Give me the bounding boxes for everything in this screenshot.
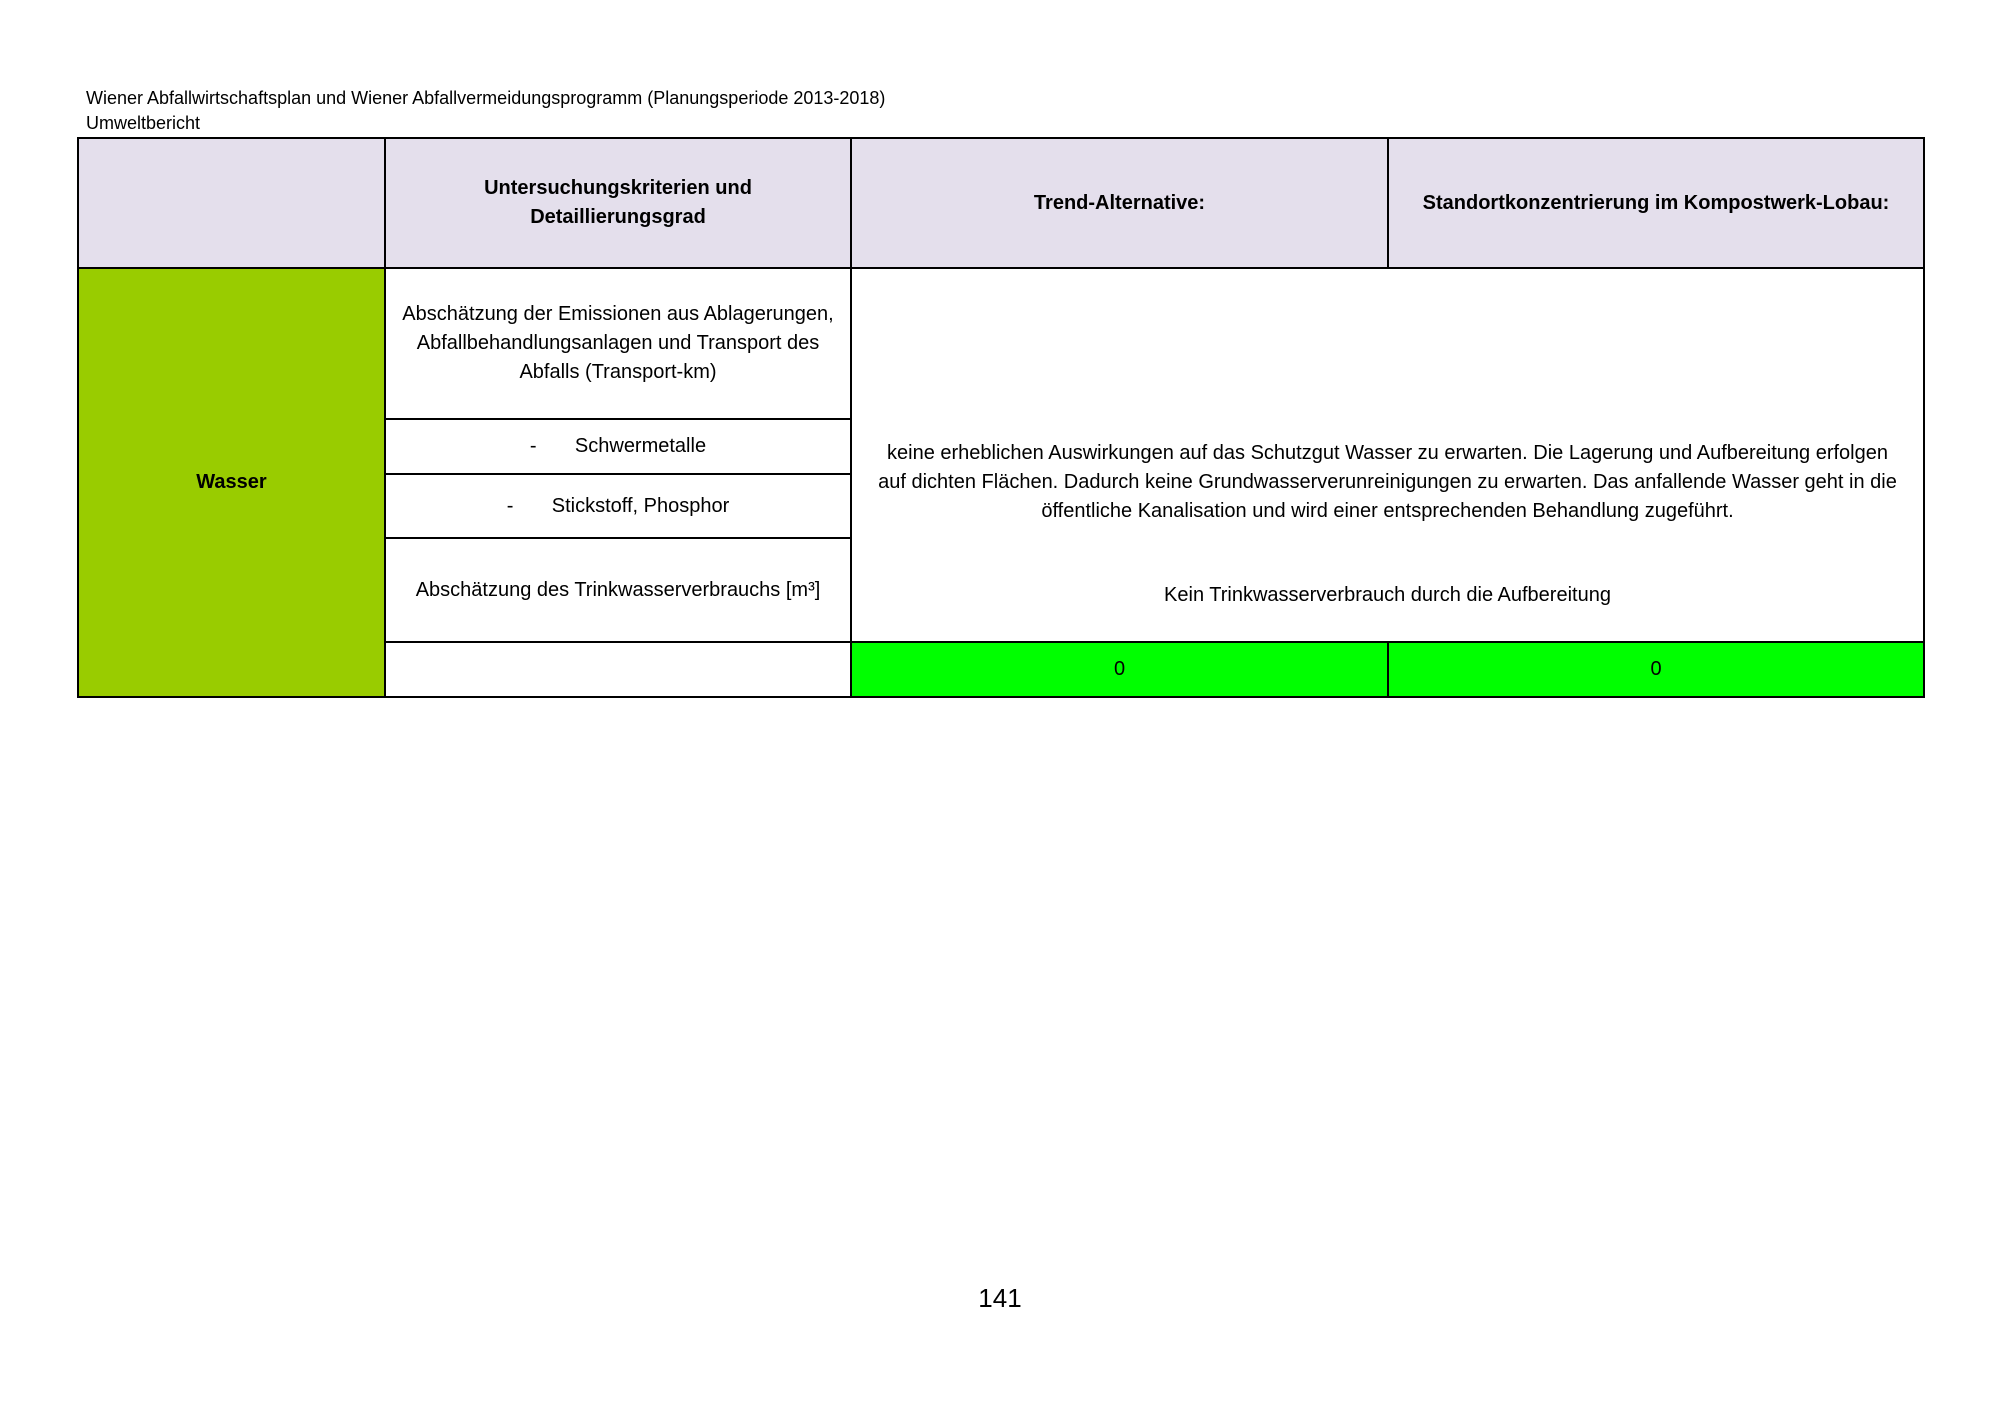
bullet-dash: - <box>506 494 514 517</box>
assessment-text: keine erheblichen Auswirkungen auf das Schutzgut Wasser zu erwarten. Die Lagerung und Aufbereitung erfolgen auf dichten Flächen. Dadurch keine Grundwasserverunreinigungen zu erwarten. Das anfallende Wasser geht in die öffentliche Kanalisation und wird einer entsprechenden Behandlung zugeführt. <box>878 442 1897 522</box>
document-subtitle: Umweltbericht <box>86 113 201 133</box>
heavy-metals-label: Schwermetalle <box>574 435 707 457</box>
score-trend: 0 <box>851 642 1388 697</box>
criteria-heavy-metals <box>385 419 851 474</box>
drinking-water-assessment: Kein Trinkwasserverbrauch durch die Aufbereitung <box>1164 584 1611 606</box>
header-site-cell: Standortkonzentrierung im Kompostwerk-Lobau: <box>1388 138 1924 268</box>
criteria-emissions: Abschätzung der Emissionen aus Ablagerungen, Abfallbehandlungsanlagen und Transport des Abfalls (Transport-km) <box>385 268 851 419</box>
header-trend-cell: Trend-Alternative: <box>851 138 1388 268</box>
header-criteria-cell: Untersuchungskriterien und Detaillierungsgrad <box>385 138 851 268</box>
assessment-cell <box>851 268 1924 642</box>
table-header-row <box>78 138 1924 268</box>
bullet-dash: - <box>529 435 537 457</box>
topic-cell: Wasser <box>78 268 385 697</box>
header-topic-cell <box>78 138 385 268</box>
page-number: 141 <box>978 1283 1022 1313</box>
score-label-cell <box>385 642 851 697</box>
criteria-drinking-water: Abschätzung des Trinkwasserverbrauchs [m³] <box>385 538 851 642</box>
table-row <box>78 268 1924 419</box>
score-site: 0 <box>1388 642 1924 697</box>
evaluation-table <box>77 137 1925 698</box>
document-header <box>86 86 885 136</box>
nitrogen-label: Stickstoff, Phosphor <box>551 494 730 517</box>
criteria-nitrogen <box>385 474 851 538</box>
document-title: Wiener Abfallwirtschaftsplan und Wiener Abfallvermeidungsprogramm (Planungsperiode 2013-2018) <box>86 88 886 108</box>
